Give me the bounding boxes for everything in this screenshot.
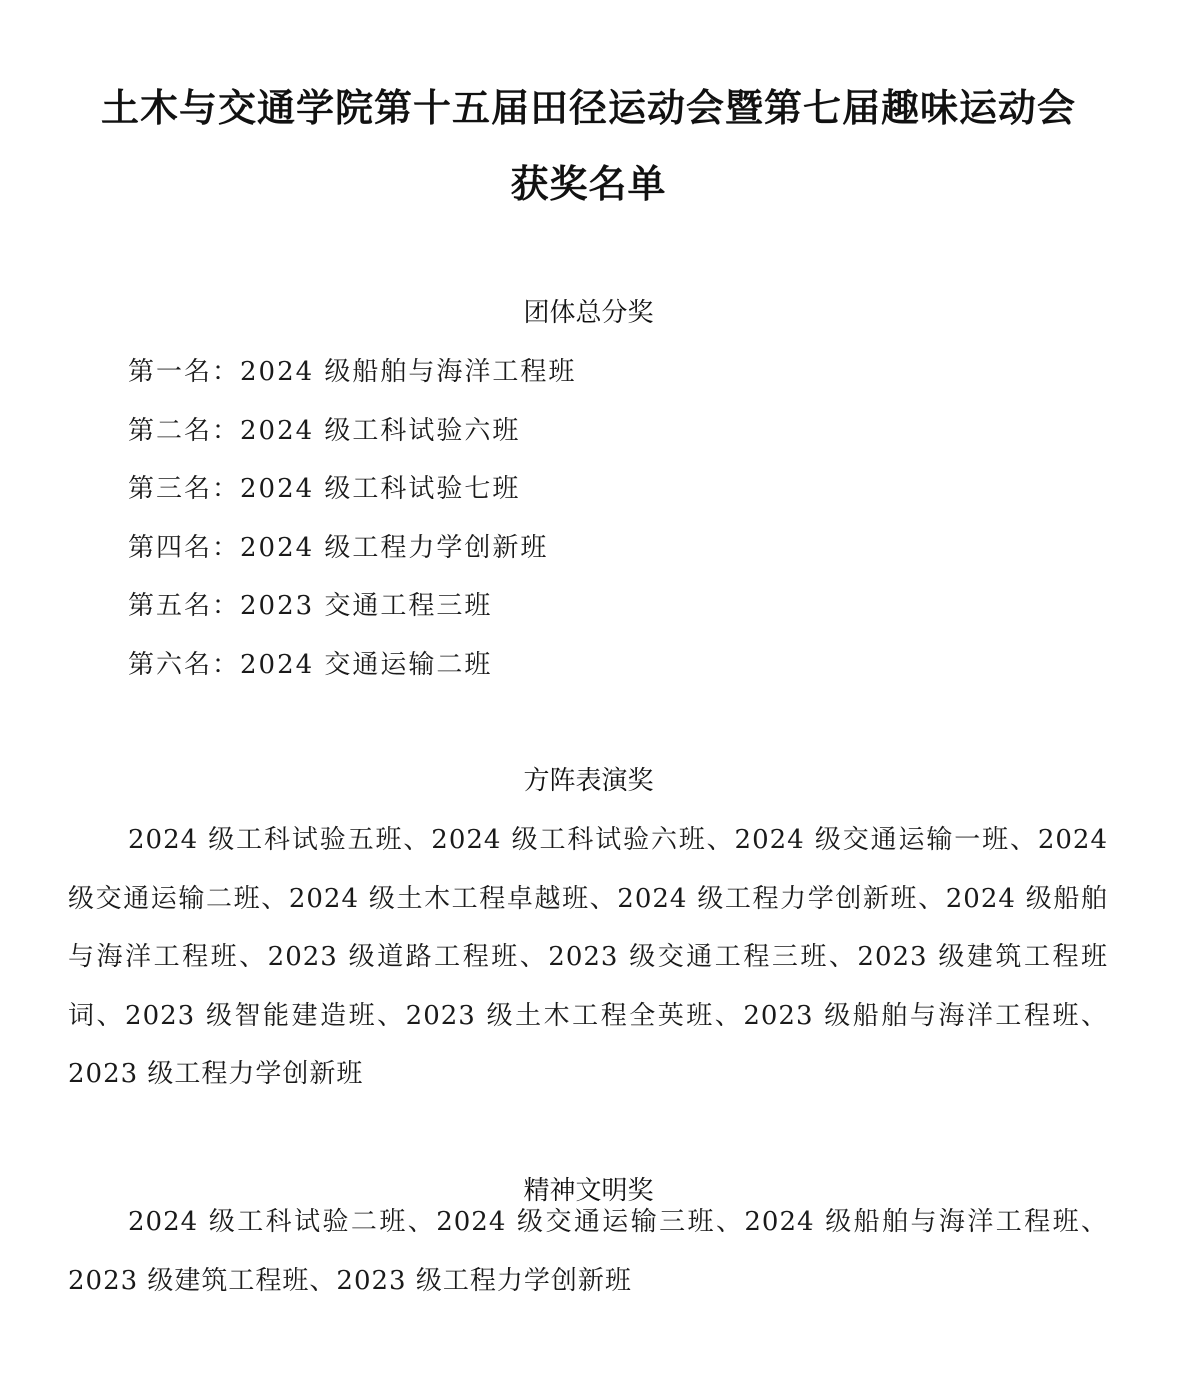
document-title: 土木与交通学院第十五届田径运动会暨第七届趣味运动会 bbox=[100, 85, 1076, 130]
rank-item-5: 第五名：2023 交通工程三班 bbox=[128, 591, 493, 621]
rank-item-3: 第三名：2024 级工科试验七班 bbox=[128, 474, 521, 504]
team-award-rank-list bbox=[128, 352, 576, 703]
rank-item-1: 第一名：2024 级船舶与海洋工程班 bbox=[128, 357, 577, 387]
spirit-award-heading: 精神文明奖 bbox=[523, 1176, 654, 1206]
team-award-heading: 团体总分奖 bbox=[523, 298, 654, 328]
formation-award-heading: 方阵表演奖 bbox=[523, 766, 654, 796]
rank-item-4: 第四名：2024 级工程力学创新班 bbox=[128, 532, 549, 563]
rank-item-2: 第二名：2024 级工科试验六班 bbox=[128, 415, 521, 446]
rank-item-6: 第六名：2024 交通运输二班 bbox=[128, 649, 493, 680]
spirit-award-list: 2024 级工科试验二班、2024 级交通运输三班、2024 级船舶与海洋工程班、2023 级建筑工程班、2023 级工程力学创新班 bbox=[68, 1207, 1108, 1296]
formation-award-list: 2024 级工科试验五班、2024 级工科试验六班、2024 级交通运输一班、2024 级交通运输二班、2024 级土木工程卓越班、2024 级工程力学创新班、2024 级船舶与海洋工程班、2023 级道路工程班、2023 级交通工程三班、2023 级建筑工程班词、2023 级智能建造班、2023 级土木工程全英班、2023 级船舶与海洋工程班、2023 级工程力学创新班 bbox=[68, 825, 1108, 1089]
document-subtitle: 获奖名单 bbox=[510, 161, 667, 206]
